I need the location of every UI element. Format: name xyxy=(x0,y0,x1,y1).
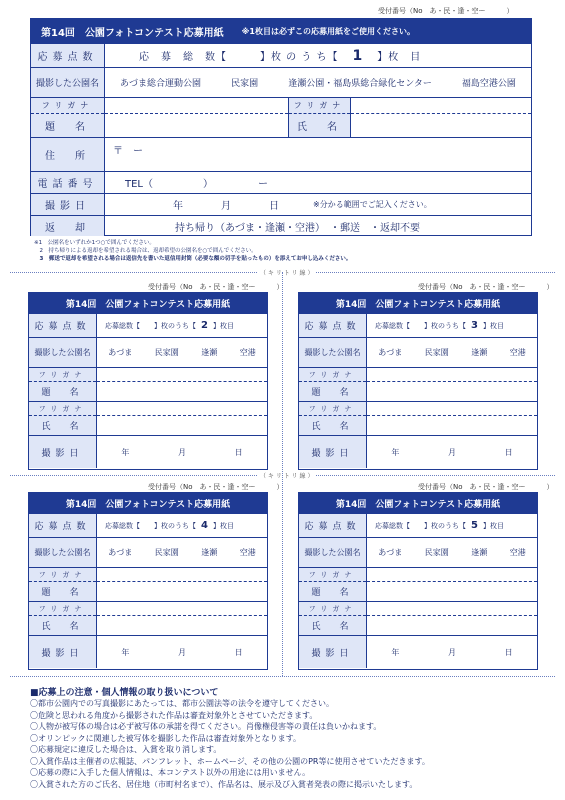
park-option-azuma[interactable]: あづま xyxy=(378,348,403,357)
furigana-label-title: フリガナ xyxy=(29,568,96,581)
count-number: 2 xyxy=(201,320,208,331)
park-label: 撮影した公園名 xyxy=(299,538,367,567)
date-label: 撮影日 xyxy=(299,636,367,668)
return-options[interactable]: 持ち帰り（あづま・逢瀬・空港） ・郵送 ・返却不要 xyxy=(175,222,420,234)
park-option-airport[interactable]: 空港 xyxy=(239,348,256,357)
small-entry-form xyxy=(28,492,268,670)
title-furigana-field[interactable] xyxy=(367,568,537,581)
note-item: 〇危険と思われる角度から撮影された作品は審査対象外とさせていただきます。 xyxy=(30,710,318,720)
date-year: 年 xyxy=(391,447,400,457)
receipt-number: 受付番号（No あ・民・逢・空ー ） xyxy=(418,483,554,491)
park-option-airport[interactable]: 空港 xyxy=(239,548,256,557)
title-label: 題 名 xyxy=(299,381,366,401)
footnote-item: 2 持ち帰りによる返却を希望される場合は、返却希望の公園名を○で囲んでください。 xyxy=(34,248,257,254)
title-field[interactable] xyxy=(367,581,537,601)
date-day: 日 xyxy=(234,647,243,657)
date-month: 月 xyxy=(177,447,186,457)
small-form-title: 第14回 公園フォトコンテスト応募用紙 xyxy=(65,299,231,310)
name-furigana-field[interactable] xyxy=(97,402,267,415)
name-furigana-field[interactable] xyxy=(97,602,267,615)
park-option-azuma[interactable]: あづま xyxy=(108,348,133,357)
park-option-ose[interactable]: 逢瀬公園・福島県総合緑化センター xyxy=(288,79,432,89)
date-field[interactable] xyxy=(367,636,537,668)
title-furigana-field[interactable] xyxy=(367,368,537,381)
footnote-item: 3 郵送で返却を希望される場合は返信先を書いた返信用封筒（必要な額の切手を貼ったもの）を添えてお申し込みください。 xyxy=(34,256,352,262)
furigana-label-title: フリガナ xyxy=(31,98,104,113)
date-field[interactable]: 年 月 日 xyxy=(173,201,281,212)
date-label: 撮影日 xyxy=(29,636,97,668)
count-text: 応募総数【 】枚のうち【 xyxy=(105,321,196,330)
note-item: 〇オリンピックに関連した被写体を撮影した作品は審査対象外となります。 xyxy=(30,733,302,743)
address-field[interactable] xyxy=(105,138,531,171)
park-option-airport[interactable]: 空港 xyxy=(509,348,526,357)
count-text: 応 募 総 数【 】枚 の う ち【 xyxy=(139,52,339,63)
park-label: 撮影した公園名 xyxy=(29,338,97,367)
furigana-label-name: フリガナ xyxy=(299,602,366,615)
title-label: 題 名 xyxy=(31,113,104,137)
title-field[interactable] xyxy=(105,113,288,137)
notes-list xyxy=(30,698,430,790)
park-option-minkaen[interactable]: 民家園 xyxy=(154,348,179,357)
park-label: 撮影した公園名 xyxy=(29,538,97,567)
return-label: 返 却 xyxy=(31,216,105,236)
note-item: 〇人物が被写体の場合は必ず被写体の承諾を得てください。肖像権侵害等の責任は負いかねます。 xyxy=(30,722,382,731)
note-item: 〇応募規定に違反した場合は、入賞を取り消します。 xyxy=(30,745,222,754)
name-label: 氏 名 xyxy=(29,615,96,635)
date-year: 年 xyxy=(391,647,400,657)
main-form-title: 第14回 公園フォトコンテスト応募用紙 xyxy=(41,27,224,39)
count-number: 5 xyxy=(471,520,478,531)
name-furigana-field[interactable] xyxy=(367,402,537,415)
park-option-azuma[interactable]: あづま xyxy=(378,548,403,557)
title-furigana-field[interactable] xyxy=(105,98,288,113)
date-month: 月 xyxy=(447,647,456,657)
main-footnotes xyxy=(34,239,351,263)
title-label: 題 名 xyxy=(29,381,96,401)
date-field[interactable] xyxy=(367,436,537,468)
count-number: 3 xyxy=(471,320,478,331)
date-label: 撮影日 xyxy=(29,436,97,468)
count-number: 1 xyxy=(352,47,364,64)
count-suffix: 】枚目 xyxy=(212,521,234,530)
address-label: 住 所 xyxy=(31,138,105,171)
name-field[interactable] xyxy=(367,415,537,435)
park-option-minkaen[interactable]: 民家園 xyxy=(154,548,179,557)
title-field[interactable] xyxy=(367,381,537,401)
park-option-ose[interactable]: 逢瀬 xyxy=(201,548,218,557)
count-label: 応募点数 xyxy=(29,514,97,537)
name-field[interactable] xyxy=(97,415,267,435)
small-entry-form xyxy=(298,492,538,670)
count-suffix: 】枚 目 xyxy=(377,52,422,63)
date-field[interactable] xyxy=(97,636,267,668)
note-item: 〇入賞された方のご氏名、居住地（市町村名まで）、作品名は、展示及び入賞者発表の際に掲示いたします。 xyxy=(30,779,418,789)
phone-label: 電話番号 xyxy=(31,172,105,193)
count-text: 応募総数【 】枚のうち【 xyxy=(375,521,466,530)
date-label: 撮影日 xyxy=(299,436,367,468)
furigana-label-title: フリガナ xyxy=(29,368,96,381)
park-option-minkaen[interactable]: 民家園 xyxy=(424,548,449,557)
park-option-ose[interactable]: 逢瀬 xyxy=(471,348,488,357)
park-option-ose[interactable]: 逢瀬 xyxy=(201,348,218,357)
count-label: 応募点数 xyxy=(299,314,367,337)
small-entry-form xyxy=(28,292,268,470)
date-month: 月 xyxy=(177,647,186,657)
note-item: 〇応募の際に入手した個人情報は、本コンテスト以外の用途には用いません。 xyxy=(30,768,311,777)
park-option-ose[interactable]: 逢瀬 xyxy=(471,548,488,557)
date-month: 月 xyxy=(447,447,456,457)
name-label: 氏 名 xyxy=(29,415,96,435)
park-option-azuma[interactable]: あづま総合運動公園 xyxy=(120,79,202,89)
title-label: 題 名 xyxy=(299,581,366,601)
notes-title: ■応募上の注意・個人情報の取り扱いについて xyxy=(30,688,219,698)
note-item: 〇都市公園内での写真撮影にあたっては、都市公園法等の法令を遵守してください。 xyxy=(30,699,334,708)
title-furigana-field[interactable] xyxy=(97,568,267,581)
small-form-title: 第14回 公園フォトコンテスト応募用紙 xyxy=(335,299,501,310)
count-label: 応募点数 xyxy=(299,514,367,537)
park-option-minkaen[interactable]: 民家園 xyxy=(231,79,259,89)
park-option-airport[interactable]: 空港 xyxy=(509,548,526,557)
receipt-number: 受付番号（No あ・民・逢・空ー ） xyxy=(148,483,284,491)
title-furigana-field[interactable] xyxy=(97,368,267,381)
count-text: 応募総数【 】枚のうち【 xyxy=(375,321,466,330)
name-label: 氏 名 xyxy=(299,415,366,435)
date-year: 年 xyxy=(121,447,130,457)
date-day: 日 xyxy=(504,447,513,457)
count-suffix: 】枚目 xyxy=(482,521,504,530)
main-form-note: ※1枚目は必ずこの応募用紙をご使用ください。 xyxy=(241,26,415,36)
count-text: 応募総数【 】枚のうち【 xyxy=(105,521,196,530)
cut-line-label: （ キ リ ト リ 線 ） xyxy=(260,473,314,480)
count-label: 応募点数 xyxy=(31,44,105,67)
name-field[interactable] xyxy=(97,615,267,635)
small-entry-form xyxy=(298,292,538,470)
small-form-title: 第14回 公園フォトコンテスト応募用紙 xyxy=(335,499,501,510)
title-field[interactable] xyxy=(97,581,267,601)
count-suffix: 】枚目 xyxy=(212,321,234,330)
date-day: 日 xyxy=(234,447,243,457)
name-label: 氏 名 xyxy=(289,113,350,137)
date-field[interactable] xyxy=(97,436,267,468)
footnote-item: ※1 公園名をいずれか1つ○で囲んでください。 xyxy=(34,240,155,246)
note-item: 〇入賞作品は主催者の広報誌、パンフレット、ホームページ、その他の公園のPR等に使用させていただきます。 xyxy=(30,756,430,766)
furigana-label-name: フリガナ xyxy=(299,402,366,415)
park-label: 撮影した公園名 xyxy=(299,338,367,367)
furigana-label-title: フリガナ xyxy=(299,368,366,381)
name-field[interactable] xyxy=(367,615,537,635)
furigana-label-name: フリガナ xyxy=(29,602,96,615)
receipt-number: 受付番号（No あ・民・逢・空ー ） xyxy=(378,7,514,15)
furigana-label-title: フリガナ xyxy=(299,568,366,581)
small-form-title: 第14回 公園フォトコンテスト応募用紙 xyxy=(65,499,231,510)
date-label: 撮影日 xyxy=(31,194,105,215)
count-suffix: 】枚目 xyxy=(482,321,504,330)
phone-field[interactable]: TEL（ ） ー xyxy=(125,179,268,190)
furigana-label-name: フリガナ xyxy=(289,98,350,113)
park-option-airport[interactable]: 福島空港公園 xyxy=(461,79,516,89)
postal-code: 〒 ー xyxy=(113,146,143,157)
title-field[interactable] xyxy=(97,381,267,401)
park-option-azuma[interactable]: あづま xyxy=(108,548,133,557)
cut-line-label: （ キ リ ト リ 線 ） xyxy=(260,270,314,277)
park-option-minkaen[interactable]: 民家園 xyxy=(424,348,449,357)
furigana-label-name: フリガナ xyxy=(29,402,96,415)
count-number: 4 xyxy=(201,520,208,531)
name-furigana-field[interactable] xyxy=(367,602,537,615)
date-day: 日 xyxy=(504,647,513,657)
name-field[interactable] xyxy=(351,113,531,137)
title-label: 題 名 xyxy=(29,581,96,601)
count-label: 応募点数 xyxy=(29,314,97,337)
date-year: 年 xyxy=(121,647,130,657)
cut-line xyxy=(10,676,555,677)
main-entry-form xyxy=(30,18,532,236)
receipt-number: 受付番号（No あ・民・逢・空ー ） xyxy=(418,283,554,291)
cut-line xyxy=(282,272,283,676)
name-furigana-field[interactable] xyxy=(351,98,531,113)
date-note: ※分かる範囲でご記入ください。 xyxy=(313,200,432,209)
receipt-number: 受付番号（No あ・民・逢・空ー ） xyxy=(148,283,284,291)
park-label: 撮影した公園名 xyxy=(31,68,105,97)
name-label: 氏 名 xyxy=(299,615,366,635)
